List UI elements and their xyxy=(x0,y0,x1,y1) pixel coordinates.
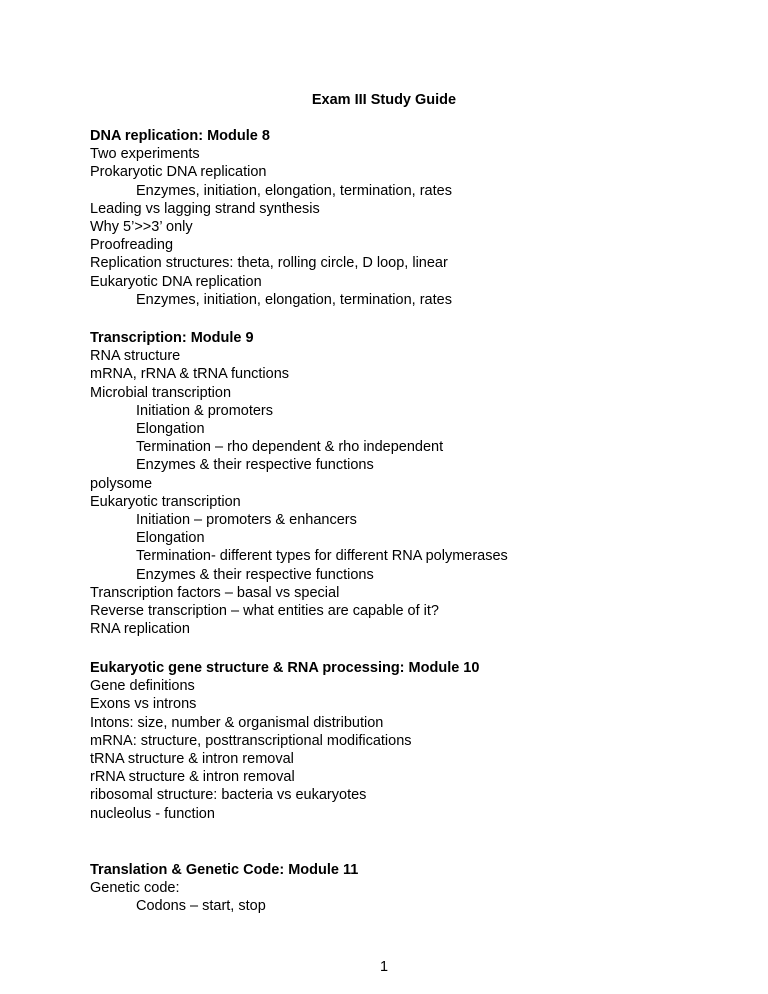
section-heading: Eukaryotic gene structure & RNA processing: Module 10 xyxy=(90,660,480,676)
list-item: Two experiments xyxy=(90,146,200,162)
list-item: Reverse transcription – what entities are capable of it? xyxy=(90,603,439,619)
list-item: nucleolus - function xyxy=(90,806,215,822)
sub-list-item: Initiation – promoters & enhancers xyxy=(136,512,357,528)
list-item: Exons vs introns xyxy=(90,696,197,712)
sub-list-item: Enzymes, initiation, elongation, termination, rates xyxy=(136,292,452,308)
list-item: Gene definitions xyxy=(90,678,195,694)
list-item: rRNA structure & intron removal xyxy=(90,769,295,785)
list-item: mRNA: structure, posttranscriptional modifications xyxy=(90,733,412,749)
sub-list-item: Termination – rho dependent & rho independent xyxy=(136,439,444,455)
sub-list-item: Enzymes, initiation, elongation, termination, rates xyxy=(136,183,452,199)
list-item: mRNA, rRNA & tRNA functions xyxy=(90,366,290,382)
list-item: Leading vs lagging strand synthesis xyxy=(90,201,320,217)
list-item: RNA replication xyxy=(90,621,190,637)
list-item: Eukaryotic DNA replication xyxy=(90,274,262,290)
list-item: Proofreading xyxy=(90,237,174,253)
list-item: tRNA structure & intron removal xyxy=(90,751,294,767)
list-item: polysome xyxy=(90,476,153,492)
list-item: Prokaryotic DNA replication xyxy=(90,164,267,180)
list-item: Eukaryotic transcription xyxy=(90,494,241,510)
sub-list-item: Termination- different types for different RNA polymerases xyxy=(136,548,508,564)
sub-list-item: Elongation xyxy=(136,530,205,546)
list-item: Microbial transcription xyxy=(90,385,232,401)
section-heading: DNA replication: Module 8 xyxy=(90,128,270,144)
page-title: Exam III Study Guide xyxy=(311,92,457,108)
sub-list-item: Codons – start, stop xyxy=(136,898,266,914)
page-number: 1 xyxy=(379,959,389,975)
section-heading: Translation & Genetic Code: Module 11 xyxy=(90,862,359,878)
list-item: Genetic code: xyxy=(90,880,180,896)
sub-list-item: Enzymes & their respective functions xyxy=(136,567,374,583)
sub-list-item: Enzymes & their respective functions xyxy=(136,457,374,473)
list-item: Replication structures: theta, rolling circle, D loop, linear xyxy=(90,255,448,271)
sub-list-item: Elongation xyxy=(136,421,205,437)
list-item: Why 5’>>3’ only xyxy=(90,219,193,235)
list-item: Intons: size, number & organismal distribution xyxy=(90,715,384,731)
list-item: Transcription factors – basal vs special xyxy=(90,585,340,601)
list-item: ribosomal structure: bacteria vs eukaryotes xyxy=(90,787,367,803)
list-item: RNA structure xyxy=(90,348,181,364)
section-heading: Transcription: Module 9 xyxy=(90,330,254,346)
sub-list-item: Initiation & promoters xyxy=(136,403,274,419)
